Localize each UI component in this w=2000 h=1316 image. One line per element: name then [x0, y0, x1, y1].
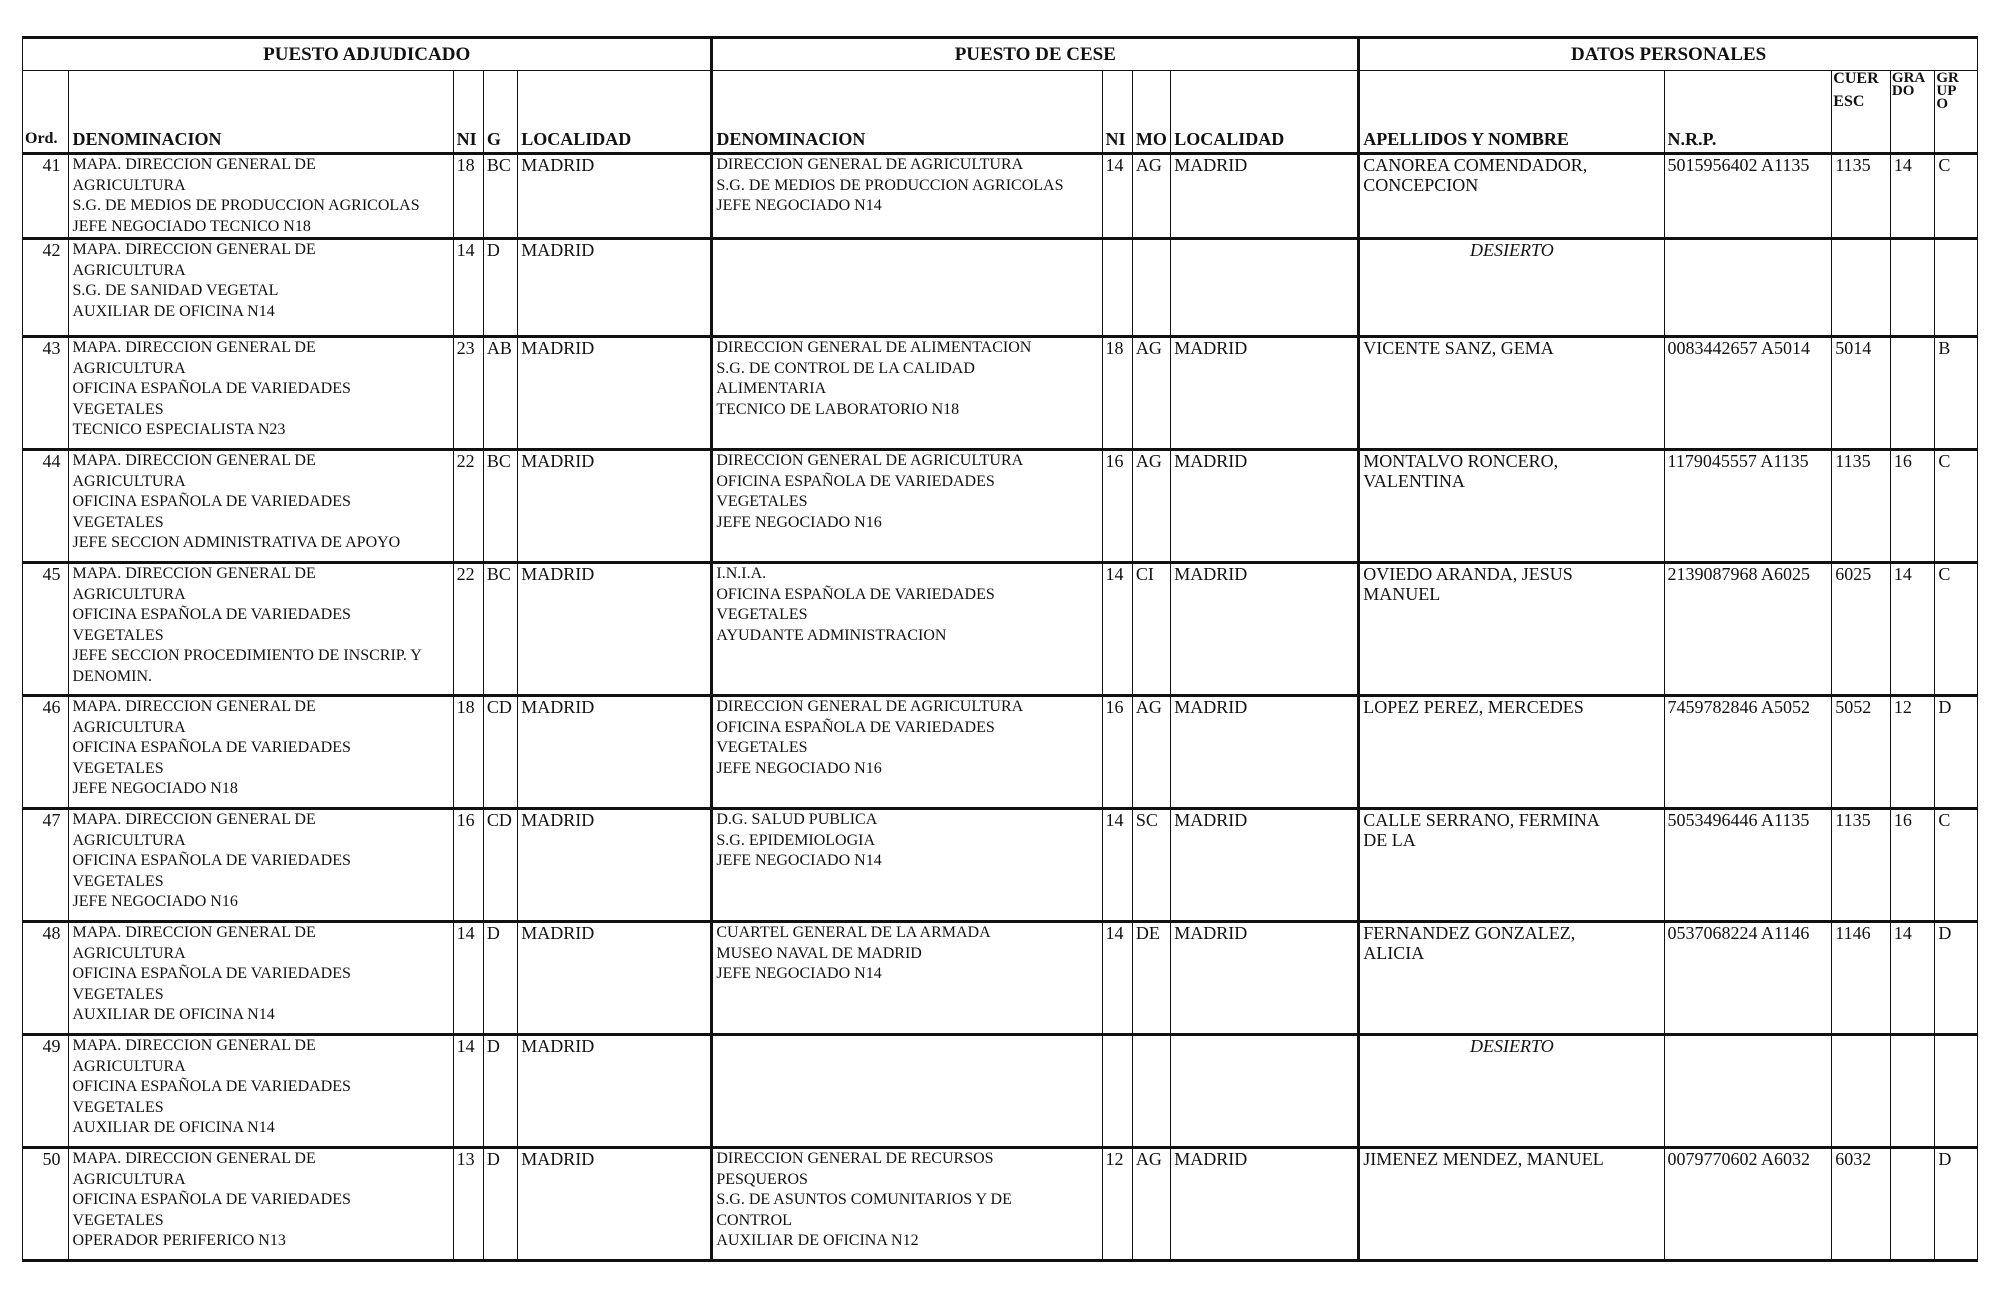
cell-cese-localidad: MADRID	[1171, 154, 1359, 239]
cell-nrp	[1664, 239, 1832, 337]
cell-apellidos-nombre	[1359, 809, 1664, 922]
cell-cese-mo: AG	[1132, 337, 1170, 450]
cell-cuerpo: 1135	[1832, 450, 1891, 563]
col-adj-g: G	[483, 71, 517, 154]
cell-grupo: C	[1935, 809, 1978, 922]
cell-cese-localidad: MADRID	[1171, 922, 1359, 1035]
table-row	[23, 1035, 1978, 1148]
cell-line: AGRICULTURA	[72, 176, 186, 194]
cell-cese-denominacion	[712, 563, 1102, 696]
cell-line: JEFE NEGOCIADO N14	[716, 852, 882, 869]
cell-cese-ni: 14	[1102, 154, 1132, 239]
cell-adj-g: BC	[483, 450, 517, 563]
cell-cuerpo	[1832, 1035, 1891, 1148]
cell-cese-localidad: MADRID	[1171, 1148, 1359, 1261]
cell-line: D.G. SALUD PUBLICA	[716, 811, 878, 828]
cell-line: OVIEDO ARANDA, JESUS	[1363, 564, 1573, 584]
cell-adj-g: D	[483, 922, 517, 1035]
cell-adj-ni: 13	[453, 1148, 483, 1261]
cell-ord: 41	[23, 154, 69, 239]
cell-line: CANOREA COMENDADOR,	[1363, 155, 1588, 175]
cell-line: DIRECCION GENERAL DE ALIMENTACION	[716, 339, 1032, 356]
cell-line: MAPA. DIRECCION GENERAL DE	[72, 698, 316, 715]
cell-line: MONTALVO RONCERO,	[1363, 451, 1559, 471]
cell-line: S.G. DE MEDIOS DE PRODUCCION AGRICOLAS	[716, 176, 1064, 194]
table-row	[23, 1148, 1978, 1261]
cell-adj-g: AB	[483, 337, 517, 450]
cell-line: DENOMIN.	[72, 667, 153, 685]
cell-cese-denominacion	[712, 696, 1102, 809]
cell-line: MAPA. DIRECCION GENERAL DE	[72, 924, 316, 941]
cell-line: JEFE NEGOCIADO N16	[72, 893, 238, 910]
cell-cuerpo: 1146	[1832, 922, 1891, 1035]
cell-line: TECNICO ESPECIALISTA N23	[72, 421, 286, 438]
group-header-row	[23, 38, 1978, 71]
cell-line: CUARTEL GENERAL DE LA ARMADA	[716, 924, 991, 941]
cell-cese-mo	[1132, 1035, 1170, 1148]
cell-line: OFICINA ESPAÑOLA DE VARIEDADES	[72, 1191, 351, 1208]
cell-adj-localidad: MADRID	[518, 239, 712, 337]
cell-line: S.G. DE MEDIOS DE PRODUCCION AGRICOLAS	[72, 197, 420, 214]
cell-ord: 49	[23, 1035, 69, 1148]
cell-cese-localidad: MADRID	[1171, 337, 1359, 450]
cell-line: AGRICULTURA	[72, 1170, 186, 1188]
cell-apellidos-nombre	[1359, 239, 1664, 337]
cell-line: JEFE SECCION ADMINISTRATIVA DE APOYO	[72, 534, 401, 551]
cell-line: OFICINA ESPAÑOLA DE VARIEDADES	[72, 493, 351, 510]
cell-apellidos-nombre	[1359, 696, 1664, 809]
cell-cese-mo: AG	[1132, 696, 1170, 809]
cell-cese-ni: 14	[1102, 922, 1132, 1035]
cell-ord: 42	[23, 239, 69, 337]
cell-cese-ni: 16	[1102, 450, 1132, 563]
cell-nrp: 0079770602 A6032	[1664, 1148, 1832, 1261]
cell-cese-ni	[1102, 239, 1132, 337]
cell-line: MAPA. DIRECCION GENERAL DE	[72, 241, 316, 258]
col-adj-localidad: LOCALIDAD	[518, 71, 712, 154]
cell-line: OFICINA ESPAÑOLA DE VARIEDADES	[72, 739, 351, 756]
cell-adj-g: D	[483, 1035, 517, 1148]
table-row	[23, 154, 1978, 239]
cell-line: AUXILIAR DE OFICINA N14	[72, 1119, 275, 1136]
cell-cese-localidad: MADRID	[1171, 563, 1359, 696]
cell-line: JIMENEZ MENDEZ, MANUEL	[1363, 1149, 1604, 1169]
cell-adj-ni: 14	[453, 1035, 483, 1148]
cell-cese-denominacion	[712, 922, 1102, 1035]
cell-nrp: 5053496446 A1135	[1664, 809, 1832, 922]
col-adj-denominacion: DENOMINACION	[69, 71, 453, 154]
cell-line: OFICINA ESPAÑOLA DE VARIEDADES	[716, 585, 995, 603]
cell-line: OFICINA ESPAÑOLA DE VARIEDADES	[716, 718, 995, 736]
cell-grado: 16	[1890, 450, 1934, 563]
cell-line: JEFE NEGOCIADO N16	[716, 513, 882, 531]
cell-cuerpo: 5014	[1832, 337, 1891, 450]
cell-line: JEFE NEGOCIADO TECNICO N18	[72, 217, 311, 235]
cell-line: VEGETALES	[72, 872, 164, 890]
cell-adj-g: BC	[483, 154, 517, 239]
col-ord: Ord.	[23, 71, 69, 154]
col-cese-ni: NI	[1102, 71, 1132, 154]
cell-cese-mo: SC	[1132, 809, 1170, 922]
cell-apellidos-nombre	[1359, 154, 1664, 239]
cell-line: S.G. DE SANIDAD VEGETAL	[72, 282, 279, 299]
cell-line: AUXILIAR DE OFICINA N14	[72, 302, 275, 320]
cell-grado: 14	[1890, 922, 1934, 1035]
cell-cese-localidad	[1171, 1035, 1359, 1148]
cell-cese-denominacion	[712, 809, 1102, 922]
col-nrp: N.R.P.	[1664, 71, 1832, 154]
cell-adj-localidad: MADRID	[518, 450, 712, 563]
cell-line: TECNICO DE LABORATORIO N18	[716, 400, 960, 418]
cell-line: DE LA	[1363, 830, 1416, 850]
cell-grupo: C	[1935, 450, 1978, 563]
table-row	[23, 450, 1978, 563]
cell-apellidos-nombre	[1359, 450, 1664, 563]
cell-adj-ni: 23	[453, 337, 483, 450]
cell-nrp	[1664, 1035, 1832, 1148]
cell-line: VEGETALES	[716, 493, 808, 510]
col-apellidos-nombre: APELLIDOS Y NOMBRE	[1359, 71, 1664, 154]
cell-line: S.G. DE ASUNTOS COMUNITARIOS Y DE	[716, 1191, 1012, 1208]
cell-grado	[1890, 239, 1934, 337]
col-cese-denominacion: DENOMINACION	[712, 71, 1102, 154]
group-puesto-de-cese: PUESTO DE CESE	[712, 38, 1359, 71]
cell-cese-mo: CI	[1132, 563, 1170, 696]
cell-adj-localidad: MADRID	[518, 922, 712, 1035]
cell-line: VICENTE SANZ, GEMA	[1363, 338, 1554, 358]
cell-nrp: 2139087968 A6025	[1664, 563, 1832, 696]
cell-cese-denominacion	[712, 239, 1102, 337]
document-page	[22, 36, 1978, 1262]
cell-cuerpo: 1135	[1832, 154, 1891, 239]
cell-adj-ni: 22	[453, 450, 483, 563]
col-grupo-line: GR	[1936, 70, 1959, 86]
cell-cese-ni: 12	[1102, 1148, 1132, 1261]
cell-line: OFICINA ESPAÑOLA DE VARIEDADES	[716, 472, 995, 490]
cell-cese-localidad: MADRID	[1171, 450, 1359, 563]
cell-grado: 12	[1890, 696, 1934, 809]
cell-adj-denominacion	[69, 154, 453, 239]
cell-cuerpo: 5052	[1832, 696, 1891, 809]
cell-adj-localidad: MADRID	[518, 696, 712, 809]
cell-apellidos-nombre	[1359, 922, 1664, 1035]
col-grado-line: GRA	[1891, 70, 1926, 86]
cell-line: OPERADOR PERIFERICO N13	[72, 1232, 286, 1249]
cell-adj-ni: 18	[453, 696, 483, 809]
column-header-row	[23, 71, 1978, 154]
cell-line: MAPA. DIRECCION GENERAL DE	[72, 339, 316, 356]
cell-adj-g: BC	[483, 563, 517, 696]
cell-cese-localidad: MADRID	[1171, 696, 1359, 809]
cell-cese-ni: 14	[1102, 809, 1132, 922]
cell-line: AGRICULTURA	[72, 261, 186, 279]
cell-line: S.G. DE CONTROL DE LA CALIDAD	[716, 359, 975, 377]
cell-adj-g: D	[483, 1148, 517, 1261]
cell-adj-g: D	[483, 239, 517, 337]
cell-line: VEGETALES	[72, 1098, 164, 1116]
col-grupo-line: UP	[1936, 83, 1957, 99]
cell-line: ALIMENTARIA	[716, 380, 827, 397]
table-row	[23, 563, 1978, 696]
cell-ord: 45	[23, 563, 69, 696]
cell-cuerpo: 6025	[1832, 563, 1891, 696]
cell-line: VEGETALES	[72, 626, 164, 644]
cell-line: OFICINA ESPAÑOLA DE VARIEDADES	[72, 965, 351, 982]
cell-line: VEGETALES	[716, 606, 808, 623]
col-grado	[1890, 71, 1934, 154]
cell-adj-localidad: MADRID	[518, 154, 712, 239]
cell-line: LOPEZ PEREZ, MERCEDES	[1363, 697, 1584, 717]
cell-grado	[1890, 1148, 1934, 1261]
cell-line: ALICIA	[1363, 943, 1425, 963]
cell-grupo	[1935, 239, 1978, 337]
cell-ord: 46	[23, 696, 69, 809]
cell-adj-denominacion	[69, 337, 453, 450]
cell-line: AGRICULTURA	[72, 1057, 186, 1075]
cell-adj-denominacion	[69, 922, 453, 1035]
cell-line: AUXILIAR DE OFICINA N14	[72, 1006, 275, 1023]
cell-line: AGRICULTURA	[72, 472, 186, 490]
cell-cese-ni: 14	[1102, 563, 1132, 696]
table-row	[23, 922, 1978, 1035]
cell-line: VEGETALES	[72, 400, 164, 418]
cell-nrp: 7459782846 A5052	[1664, 696, 1832, 809]
cell-adj-denominacion	[69, 239, 453, 337]
cell-apellidos-nombre	[1359, 563, 1664, 696]
col-cese-mo: MO	[1132, 71, 1170, 154]
cell-adj-denominacion	[69, 1035, 453, 1148]
cell-cese-ni	[1102, 1035, 1132, 1148]
cell-grupo: D	[1935, 696, 1978, 809]
cell-line: OFICINA ESPAÑOLA DE VARIEDADES	[72, 852, 351, 869]
cell-ord: 44	[23, 450, 69, 563]
cell-nrp: 0083442657 A5014	[1664, 337, 1832, 450]
col-grupo-line: O	[1936, 96, 1949, 112]
cell-ord: 50	[23, 1148, 69, 1261]
col-grupo	[1935, 71, 1978, 154]
cell-adj-ni: 16	[453, 809, 483, 922]
cell-line: VEGETALES	[72, 1211, 164, 1229]
cell-adj-ni: 18	[453, 154, 483, 239]
cell-line: AGRICULTURA	[72, 718, 186, 736]
cell-line: OFICINA ESPAÑOLA DE VARIEDADES	[72, 606, 351, 623]
cell-line: AGRICULTURA	[72, 831, 186, 849]
cell-adj-localidad: MADRID	[518, 337, 712, 450]
cell-nrp: 0537068224 A1146	[1664, 922, 1832, 1035]
cell-cese-mo: DE	[1132, 922, 1170, 1035]
cell-line: OFICINA ESPAÑOLA DE VARIEDADES	[72, 380, 351, 397]
col-grado-line: DO	[1891, 83, 1915, 99]
cell-adj-g: CD	[483, 696, 517, 809]
cell-grupo	[1935, 1035, 1978, 1148]
cell-cuerpo: 6032	[1832, 1148, 1891, 1261]
cell-cese-mo: AG	[1132, 450, 1170, 563]
col-cuerpo-esc	[1832, 71, 1891, 154]
cell-cuerpo	[1832, 239, 1891, 337]
cell-nrp: 1179045557 A1135	[1664, 450, 1832, 563]
cell-line: MAPA. DIRECCION GENERAL DE	[72, 1037, 316, 1054]
cell-adj-ni: 14	[453, 239, 483, 337]
cell-line: PESQUEROS	[716, 1170, 808, 1188]
cell-line: MANUEL	[1363, 584, 1441, 604]
cell-cese-localidad: MADRID	[1171, 809, 1359, 922]
cell-line: DIRECCION GENERAL DE RECURSOS	[716, 1150, 994, 1167]
cell-cese-denominacion	[712, 154, 1102, 239]
cell-apellidos-nombre	[1359, 337, 1664, 450]
cell-cese-mo	[1132, 239, 1170, 337]
cell-line: MUSEO NAVAL DE MADRID	[716, 944, 922, 962]
cell-line: FERNANDEZ GONZALEZ,	[1363, 923, 1576, 943]
col-adj-ni: NI	[453, 71, 483, 154]
cell-grado	[1890, 1035, 1934, 1148]
cell-adj-denominacion	[69, 1148, 453, 1261]
table-row	[23, 696, 1978, 809]
cell-cese-denominacion	[712, 1035, 1102, 1148]
cell-grupo: C	[1935, 563, 1978, 696]
cell-adj-denominacion	[69, 563, 453, 696]
cell-cese-localidad	[1171, 239, 1359, 337]
cell-adj-denominacion	[69, 696, 453, 809]
cell-apellidos-nombre	[1359, 1035, 1664, 1148]
cell-grado: 16	[1890, 809, 1934, 922]
cell-grado: 14	[1890, 154, 1934, 239]
cell-line: VALENTINA	[1363, 471, 1465, 491]
cell-line: I.N.I.A.	[716, 565, 767, 582]
cell-grupo: D	[1935, 1148, 1978, 1261]
cell-line: MAPA. DIRECCION GENERAL DE	[72, 156, 316, 173]
cell-adj-ni: 22	[453, 563, 483, 696]
cell-line: MAPA. DIRECCION GENERAL DE	[72, 452, 316, 469]
cell-adj-localidad: MADRID	[518, 563, 712, 696]
col-cuerpo-top: CUER	[1833, 70, 1879, 87]
cell-line: AGRICULTURA	[72, 585, 186, 603]
adjudication-table	[22, 36, 1978, 1262]
cell-cese-mo: AG	[1132, 154, 1170, 239]
cell-grado: 14	[1890, 563, 1934, 696]
cell-cese-denominacion	[712, 1148, 1102, 1261]
cell-line: JEFE NEGOCIADO N16	[716, 759, 882, 777]
cell-line: AYUDANTE ADMINISTRACION	[716, 626, 947, 644]
cell-ord: 48	[23, 922, 69, 1035]
cell-line: MAPA. DIRECCION GENERAL DE	[72, 565, 316, 582]
cell-line: S.G. EPIDEMIOLOGIA	[716, 831, 876, 849]
group-datos-personales: DATOS PERSONALES	[1359, 38, 1978, 71]
cell-grupo: B	[1935, 337, 1978, 450]
cell-line: DESIERTO	[1470, 240, 1554, 260]
table-body	[23, 154, 1978, 1261]
cell-line: VEGETALES	[716, 739, 808, 756]
cell-line: CONCEPCION	[1363, 175, 1479, 195]
cell-line: OFICINA ESPAÑOLA DE VARIEDADES	[72, 1078, 351, 1095]
cell-cese-mo: AG	[1132, 1148, 1170, 1261]
cell-line: VEGETALES	[72, 985, 164, 1003]
cell-line: DIRECCION GENERAL DE AGRICULTURA	[716, 698, 1024, 715]
cell-grupo: D	[1935, 922, 1978, 1035]
cell-cuerpo: 1135	[1832, 809, 1891, 922]
cell-line: JEFE NEGOCIADO N14	[716, 965, 882, 982]
cell-line: DESIERTO	[1470, 1036, 1554, 1056]
cell-nrp: 5015956402 A1135	[1664, 154, 1832, 239]
cell-ord: 43	[23, 337, 69, 450]
cell-line: DIRECCION GENERAL DE AGRICULTURA	[716, 452, 1024, 469]
cell-line: JEFE NEGOCIADO N18	[72, 780, 238, 797]
cell-line: VEGETALES	[72, 759, 164, 777]
col-cese-localidad: LOCALIDAD	[1171, 71, 1359, 154]
cell-adj-denominacion	[69, 450, 453, 563]
cell-cese-denominacion	[712, 450, 1102, 563]
cell-ord: 47	[23, 809, 69, 922]
cell-line: CALLE SERRANO, FERMINA	[1363, 810, 1600, 830]
cell-grupo: C	[1935, 154, 1978, 239]
cell-adj-g: CD	[483, 809, 517, 922]
col-cuerpo-bottom: ESC	[1833, 93, 1865, 110]
cell-cese-ni: 18	[1102, 337, 1132, 450]
cell-line: MAPA. DIRECCION GENERAL DE	[72, 1150, 316, 1167]
table-row	[23, 809, 1978, 922]
cell-line: AUXILIAR DE OFICINA N12	[716, 1232, 919, 1249]
table-row	[23, 337, 1978, 450]
cell-adj-localidad: MADRID	[518, 1035, 712, 1148]
cell-cese-ni: 16	[1102, 696, 1132, 809]
cell-adj-localidad: MADRID	[518, 1148, 712, 1261]
cell-line: AGRICULTURA	[72, 944, 186, 962]
cell-line: JEFE NEGOCIADO N14	[716, 197, 882, 214]
group-puesto-adjudicado: PUESTO ADJUDICADO	[23, 38, 712, 71]
cell-line: DIRECCION GENERAL DE AGRICULTURA	[716, 156, 1024, 173]
cell-adj-ni: 14	[453, 922, 483, 1035]
cell-apellidos-nombre	[1359, 1148, 1664, 1261]
cell-line: VEGETALES	[72, 513, 164, 531]
cell-line: AGRICULTURA	[72, 359, 186, 377]
cell-line: CONTROL	[716, 1211, 792, 1229]
cell-line: MAPA. DIRECCION GENERAL DE	[72, 811, 316, 828]
table-row	[23, 239, 1978, 337]
cell-adj-denominacion	[69, 809, 453, 922]
cell-grado	[1890, 337, 1934, 450]
cell-line: JEFE SECCION PROCEDIMIENTO DE INSCRIP. Y	[72, 647, 422, 664]
cell-cese-denominacion	[712, 337, 1102, 450]
cell-adj-localidad: MADRID	[518, 809, 712, 922]
